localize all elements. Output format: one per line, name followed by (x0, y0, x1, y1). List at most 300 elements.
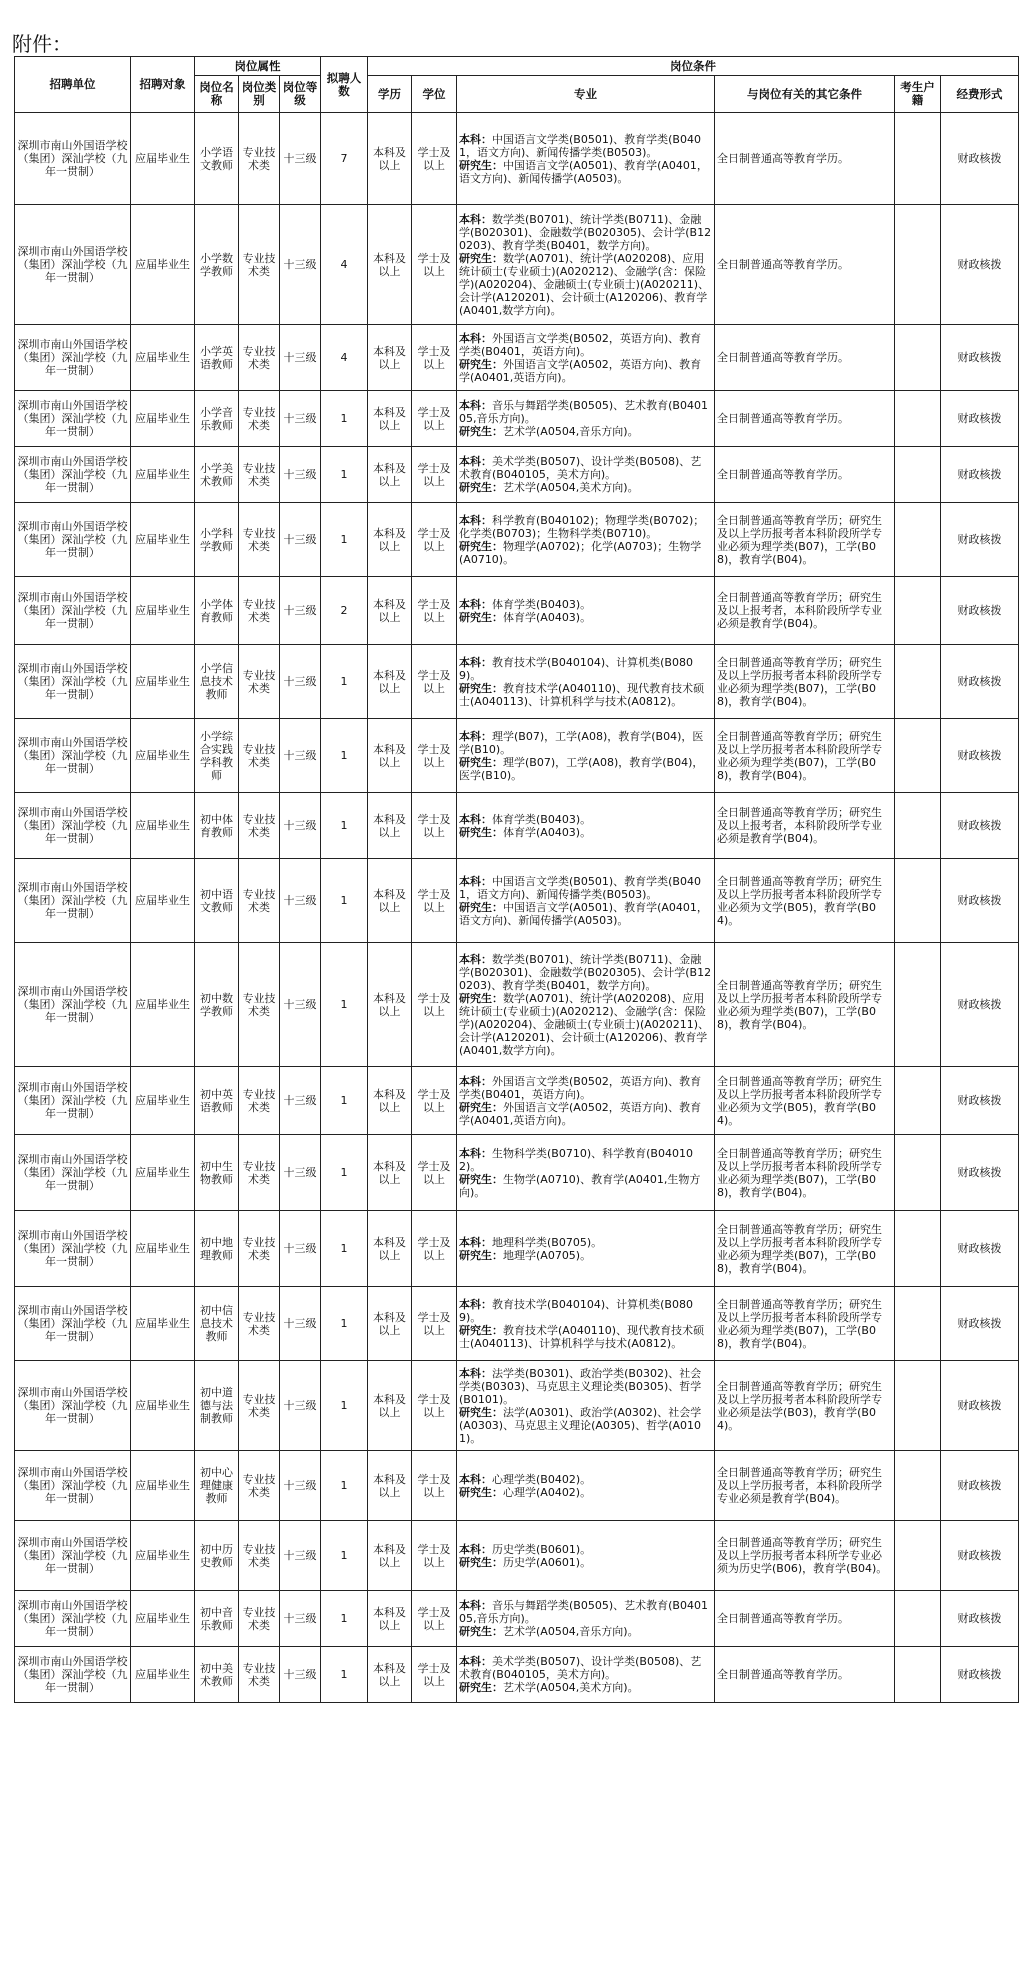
household-cell (895, 719, 941, 793)
post-type-cell: 专业技术类 (239, 859, 280, 943)
target-cell: 应届毕业生 (131, 859, 195, 943)
degree-cell: 学士及以上 (412, 1647, 457, 1703)
post-grade-cell: 十三级 (280, 503, 321, 577)
household-cell (895, 1135, 941, 1211)
major-cell (457, 1135, 715, 1211)
household-cell (895, 1591, 941, 1647)
count-cell: 1 (321, 943, 368, 1067)
education-cell: 本科及以上 (368, 719, 412, 793)
household-cell (895, 391, 941, 447)
post-grade-cell: 十三级 (280, 1287, 321, 1361)
postgrad-label: 研究生： (459, 1405, 503, 1419)
unit-cell: 深圳市南山外国语学校（集团）深汕学校（九年一贯制） (15, 1521, 131, 1591)
degree-cell: 学士及以上 (412, 719, 457, 793)
table-row (15, 1135, 1019, 1211)
household-cell (895, 113, 941, 205)
degree-cell: 学士及以上 (412, 391, 457, 447)
undergrad-label: 本科： (459, 399, 492, 412)
header-unit: 招聘单位 (15, 57, 131, 113)
target-cell: 应届毕业生 (131, 943, 195, 1067)
post-type-cell: 专业技术类 (239, 1067, 280, 1135)
header-post-grade: 岗位等级 (280, 76, 321, 113)
major-cell (457, 1361, 715, 1451)
table-body (15, 113, 1019, 1703)
post-type-cell: 专业技术类 (239, 1521, 280, 1591)
unit-cell: 深圳市南山外国语学校（集团）深汕学校（九年一贯制） (15, 1451, 131, 1521)
other-conditions-cell: 全日制普通高等教育学历。 (715, 1647, 895, 1703)
count-cell: 1 (321, 1067, 368, 1135)
post-grade-cell: 十三级 (280, 1591, 321, 1647)
postgrad-majors: 地理学(A0705)。 (503, 1248, 592, 1262)
funding-cell: 财政核拨 (941, 859, 1019, 943)
degree-cell: 学士及以上 (412, 205, 457, 325)
postgrad-label: 研究生： (459, 539, 503, 553)
postgrad-majors: 数学(A0701)、统计学(A020208)、应用统计硕士(专业硕士)(A020212)、金融学(含：保险学)(A020204)、金融硕士(专业硕士)(A020211)、会计学(A120201)、会计硕士(A120206)、教育学(A0401,数学方向)。 (459, 251, 710, 317)
household-cell (895, 325, 941, 391)
other-conditions-cell: 全日制普通高等教育学历；研究生及以上学历报考者本科阶段所学专业必须为理学类(B07)，工学(B08)，教育学(B04)。 (715, 1135, 895, 1211)
other-conditions-cell: 全日制普通高等教育学历。 (715, 205, 895, 325)
major-cell (457, 943, 715, 1067)
table-row (15, 1067, 1019, 1135)
unit-cell: 深圳市南山外国语学校（集团）深汕学校（九年一贯制） (15, 719, 131, 793)
funding-cell: 财政核拨 (941, 1287, 1019, 1361)
undergrad-majors: 音乐与舞蹈学类(B0505)、艺术教育(B040105,音乐方向)。 (459, 399, 708, 425)
post-grade-cell: 十三级 (280, 391, 321, 447)
postgrad-majors: 教育技术学(A040110)、现代教育技术硕士(A040113)、计算机科学与技术(A0812)。 (459, 681, 705, 708)
major-cell (457, 1067, 715, 1135)
postgrad-label: 研究生： (459, 755, 503, 769)
degree-cell: 学士及以上 (412, 943, 457, 1067)
table-row (15, 943, 1019, 1067)
education-cell: 本科及以上 (368, 1647, 412, 1703)
undergrad-majors: 心理学类(B0402)。 (492, 1472, 592, 1486)
postgrad-majors: 生物学(A0710)、教育学(A0401,生物方向)。 (459, 1172, 701, 1199)
major-cell (457, 719, 715, 793)
target-cell: 应届毕业生 (131, 1287, 195, 1361)
funding-cell: 财政核拨 (941, 391, 1019, 447)
post-grade-cell: 十三级 (280, 943, 321, 1067)
post-type-cell: 专业技术类 (239, 1591, 280, 1647)
postgrad-label: 研究生： (459, 900, 503, 914)
undergrad-majors: 教育技术学(B040104)、计算机类(B0809)。 (459, 1297, 693, 1324)
postgrad-label: 研究生： (459, 1485, 503, 1499)
table-row (15, 1591, 1019, 1647)
unit-cell: 深圳市南山外国语学校（集团）深汕学校（九年一贯制） (15, 391, 131, 447)
header-target: 招聘对象 (131, 57, 195, 113)
undergrad-label: 本科： (459, 597, 492, 611)
education-cell: 本科及以上 (368, 1211, 412, 1287)
postgrad-majors: 物理学(A0702)；化学(A0703)；生物学(A0710)。 (459, 539, 702, 566)
undergrad-label: 本科： (459, 729, 492, 743)
post-type-cell: 专业技术类 (239, 325, 280, 391)
post-type-cell: 专业技术类 (239, 1287, 280, 1361)
header-degree: 学位 (412, 76, 457, 113)
post-type-cell: 专业技术类 (239, 391, 280, 447)
table-row (15, 859, 1019, 943)
major-cell (457, 793, 715, 859)
count-cell: 1 (321, 1361, 368, 1451)
postgrad-label: 研究生： (459, 251, 503, 265)
other-conditions-cell: 全日制普通高等教育学历；研究生及以上学历报考者，本科阶段所学专业必须是教育学(B04)。 (715, 1451, 895, 1521)
postgrad-label: 研究生： (459, 1681, 503, 1694)
post-grade-cell: 十三级 (280, 577, 321, 645)
target-cell: 应届毕业生 (131, 1067, 195, 1135)
unit-cell: 深圳市南山外国语学校（集团）深汕学校（九年一贯制） (15, 503, 131, 577)
household-cell (895, 503, 941, 577)
postgrad-label: 研究生： (459, 1248, 503, 1262)
degree-cell: 学士及以上 (412, 447, 457, 503)
target-cell: 应届毕业生 (131, 1521, 195, 1591)
postgrad-label: 研究生： (459, 1172, 503, 1186)
unit-cell: 深圳市南山外国语学校（集团）深汕学校（九年一贯制） (15, 1361, 131, 1451)
postgrad-majors: 外国语言文学(A0502，英语方向)、教育学(A0401,英语方向)。 (459, 357, 702, 384)
unit-cell: 深圳市南山外国语学校（集团）深汕学校（九年一贯制） (15, 1591, 131, 1647)
post-name-cell: 初中道德与法制教师 (195, 1361, 239, 1451)
unit-cell: 深圳市南山外国语学校（集团）深汕学校（九年一贯制） (15, 325, 131, 391)
count-cell: 2 (321, 577, 368, 645)
table-row (15, 645, 1019, 719)
postgrad-label: 研究生： (459, 158, 503, 172)
other-conditions-cell: 全日制普通高等教育学历。 (715, 113, 895, 205)
major-cell (457, 1451, 715, 1521)
count-cell: 1 (321, 1211, 368, 1287)
post-type-cell: 专业技术类 (239, 577, 280, 645)
education-cell: 本科及以上 (368, 1067, 412, 1135)
funding-cell: 财政核拨 (941, 1211, 1019, 1287)
unit-cell: 深圳市南山外国语学校（集团）深汕学校（九年一贯制） (15, 645, 131, 719)
postgrad-label: 研究生： (459, 681, 503, 695)
post-grade-cell: 十三级 (280, 1647, 321, 1703)
household-cell (895, 447, 941, 503)
table-row (15, 1521, 1019, 1591)
unit-cell: 深圳市南山外国语学校（集团）深汕学校（九年一贯制） (15, 113, 131, 205)
post-grade-cell: 十三级 (280, 719, 321, 793)
degree-cell: 学士及以上 (412, 859, 457, 943)
post-name-cell: 小学美术教师 (195, 447, 239, 503)
major-cell (457, 205, 715, 325)
undergrad-majors: 外国语言文学类(B0502，英语方向)、教育学类(B0401，英语方向)。 (459, 1074, 702, 1101)
table-row (15, 391, 1019, 447)
major-cell (457, 859, 715, 943)
education-cell: 本科及以上 (368, 645, 412, 719)
target-cell: 应届毕业生 (131, 391, 195, 447)
funding-cell: 财政核拨 (941, 503, 1019, 577)
funding-cell: 财政核拨 (941, 1591, 1019, 1647)
major-cell (457, 1287, 715, 1361)
post-name-cell: 初中英语教师 (195, 1067, 239, 1135)
other-conditions-cell: 全日制普通高等教育学历；研究生及以上学历报考者本科阶段所学专业必须为理学类(B07)，工学(B08)，教育学(B04)。 (715, 943, 895, 1067)
education-cell: 本科及以上 (368, 1361, 412, 1451)
other-conditions-cell: 全日制普通高等教育学历。 (715, 1591, 895, 1647)
postgrad-label: 研究生： (459, 1555, 503, 1569)
target-cell: 应届毕业生 (131, 719, 195, 793)
count-cell: 1 (321, 1521, 368, 1591)
funding-cell: 财政核拨 (941, 1135, 1019, 1211)
undergrad-label: 本科： (459, 331, 492, 345)
table-row (15, 1451, 1019, 1521)
household-cell (895, 205, 941, 325)
postgrad-label: 研究生： (459, 425, 503, 438)
recruitment-table (14, 56, 1019, 1703)
funding-cell: 财政核拨 (941, 1067, 1019, 1135)
postgrad-label: 研究生： (459, 357, 503, 371)
undergrad-majors: 法学类(B0301)、政治学类(B0302)、社会学类(B0303)、马克思主义理论类(B0305)、哲学(B0101)。 (459, 1366, 702, 1406)
post-name-cell: 初中美术教师 (195, 1647, 239, 1703)
table-row (15, 205, 1019, 325)
degree-cell: 学士及以上 (412, 503, 457, 577)
post-name-cell: 初中音乐教师 (195, 1591, 239, 1647)
education-cell: 本科及以上 (368, 1287, 412, 1361)
target-cell: 应届毕业生 (131, 113, 195, 205)
count-cell: 1 (321, 859, 368, 943)
other-conditions-cell: 全日制普通高等教育学历；研究生及以上学历报考者本科阶段所学专业必须为理学类(B07)，工学(B08)，教育学(B04)。 (715, 719, 895, 793)
degree-cell: 学士及以上 (412, 1521, 457, 1591)
postgrad-label: 研究生： (459, 610, 503, 624)
undergrad-majors: 地理科学类(B0705)。 (492, 1235, 603, 1249)
major-cell (457, 447, 715, 503)
post-grade-cell: 十三级 (280, 859, 321, 943)
undergrad-label: 本科： (459, 1074, 492, 1088)
table-row (15, 577, 1019, 645)
degree-cell: 学士及以上 (412, 325, 457, 391)
unit-cell: 深圳市南山外国语学校（集团）深汕学校（九年一贯制） (15, 793, 131, 859)
post-name-cell: 小学英语教师 (195, 325, 239, 391)
degree-cell: 学士及以上 (412, 113, 457, 205)
undergrad-majors: 数学类(B0701)、统计学类(B0711)、金融学(B020301)、金融数学(B020305)、会计学(B120203)、教育学类(B0401，数学方向)。 (459, 212, 712, 252)
attachment-label: 附件： (12, 32, 72, 56)
target-cell: 应届毕业生 (131, 325, 195, 391)
count-cell: 4 (321, 205, 368, 325)
postgrad-label: 研究生： (459, 481, 503, 494)
postgrad-majors: 艺术学(A0504,音乐方向)。 (503, 1625, 639, 1638)
target-cell: 应届毕业生 (131, 577, 195, 645)
major-cell (457, 1521, 715, 1591)
undergrad-majors: 科学教育(B040102)；物理学类(B0702)；化学类(B0703)；生物科学类(B0710)。 (459, 513, 705, 540)
target-cell: 应届毕业生 (131, 1451, 195, 1521)
post-type-cell: 专业技术类 (239, 1135, 280, 1211)
household-cell (895, 943, 941, 1067)
undergrad-majors: 中国语言文学类(B0501)、教育学类(B0401，语文方向)、新闻传播学类(B0503)。 (459, 874, 701, 901)
target-cell: 应届毕业生 (131, 1591, 195, 1647)
postgrad-majors: 体育学(A0403)。 (503, 825, 592, 839)
undergrad-majors: 美术学类(B0507)、设计学类(B0508)、艺术教育(B040105，美术方向)。 (459, 455, 702, 481)
post-type-cell: 专业技术类 (239, 205, 280, 325)
post-name-cell: 初中数学教师 (195, 943, 239, 1067)
household-cell (895, 1521, 941, 1591)
header-count: 拟聘人数 (321, 57, 368, 113)
major-cell (457, 113, 715, 205)
post-name-cell: 初中体育教师 (195, 793, 239, 859)
header-other: 与岗位有关的其它条件 (715, 76, 895, 113)
postgrad-majors: 艺术学(A0504,音乐方向)。 (503, 425, 639, 438)
post-type-cell: 专业技术类 (239, 1451, 280, 1521)
post-grade-cell: 十三级 (280, 1135, 321, 1211)
post-type-cell: 专业技术类 (239, 1647, 280, 1703)
other-conditions-cell: 全日制普通高等教育学历；研究生及以上学历报考者本科阶段所学专业必须为理学类(B07)，工学(B08)，教育学(B04)。 (715, 1287, 895, 1361)
post-type-cell: 专业技术类 (239, 503, 280, 577)
count-cell: 1 (321, 1591, 368, 1647)
target-cell: 应届毕业生 (131, 205, 195, 325)
education-cell: 本科及以上 (368, 1521, 412, 1591)
post-name-cell: 初中历史教师 (195, 1521, 239, 1591)
post-type-cell: 专业技术类 (239, 719, 280, 793)
other-conditions-cell: 全日制普通高等教育学历；研究生及以上学历报考者本科阶段所学专业必须为理学类(B07)，工学(B08)，教育学(B04)。 (715, 1211, 895, 1287)
header-funding: 经费形式 (941, 76, 1019, 113)
other-conditions-cell: 全日制普通高等教育学历；研究生及以上报考者，本科阶段所学专业必须是教育学(B04)。 (715, 793, 895, 859)
target-cell: 应届毕业生 (131, 503, 195, 577)
undergrad-majors: 理学(B07)，工学(A08)，教育学(B04)，医学(B10)。 (459, 729, 704, 756)
undergrad-majors: 中国语言文学类(B0501)、教育学类(B0401，语文方向)、新闻传播学类(B0503)。 (459, 132, 701, 159)
table-row (15, 1211, 1019, 1287)
unit-cell: 深圳市南山外国语学校（集团）深汕学校（九年一贯制） (15, 1135, 131, 1211)
header-post-name: 岗位名称 (195, 76, 239, 113)
household-cell (895, 1211, 941, 1287)
unit-cell: 深圳市南山外国语学校（集团）深汕学校（九年一贯制） (15, 1067, 131, 1135)
funding-cell: 财政核拨 (941, 943, 1019, 1067)
undergrad-label: 本科： (459, 1297, 492, 1311)
unit-cell: 深圳市南山外国语学校（集团）深汕学校（九年一贯制） (15, 1287, 131, 1361)
postgrad-majors: 心理学(A0402)。 (503, 1485, 592, 1499)
post-name-cell: 初中心理健康教师 (195, 1451, 239, 1521)
unit-cell: 深圳市南山外国语学校（集团）深汕学校（九年一贯制） (15, 577, 131, 645)
table-row (15, 113, 1019, 205)
funding-cell: 财政核拨 (941, 1361, 1019, 1451)
table-row (15, 793, 1019, 859)
major-cell (457, 503, 715, 577)
other-conditions-cell: 全日制普通高等教育学历；研究生及以上学历报考者本科阶段所学专业必须为文学(B05)，教育学(B04)。 (715, 1067, 895, 1135)
undergrad-label: 本科： (459, 455, 492, 468)
undergrad-label: 本科： (459, 874, 492, 888)
other-conditions-cell: 全日制普通高等教育学历。 (715, 325, 895, 391)
header-household: 考生户籍 (895, 76, 941, 113)
undergrad-label: 本科： (459, 1599, 492, 1612)
post-grade-cell: 十三级 (280, 1361, 321, 1451)
education-cell: 本科及以上 (368, 205, 412, 325)
funding-cell: 财政核拨 (941, 1647, 1019, 1703)
header-major: 专业 (457, 76, 715, 113)
degree-cell: 学士及以上 (412, 1135, 457, 1211)
post-name-cell: 小学综合实践学科教师 (195, 719, 239, 793)
post-grade-cell: 十三级 (280, 113, 321, 205)
undergrad-label: 本科： (459, 655, 492, 669)
undergrad-majors: 生物科学类(B0710)、科学教育(B040102)。 (459, 1146, 693, 1173)
unit-cell: 深圳市南山外国语学校（集团）深汕学校（九年一贯制） (15, 943, 131, 1067)
other-conditions-cell: 全日制普通高等教育学历；研究生及以上学历报考者本科所学专业必须为历史学(B06)，教育学(B04)。 (715, 1521, 895, 1591)
household-cell (895, 859, 941, 943)
major-cell (457, 391, 715, 447)
major-cell (457, 577, 715, 645)
post-name-cell: 初中语文教师 (195, 859, 239, 943)
post-grade-cell: 十三级 (280, 1211, 321, 1287)
table-row (15, 325, 1019, 391)
other-conditions-cell: 全日制普通高等教育学历；研究生及以上报考者，本科阶段所学专业必须是教育学(B04)。 (715, 577, 895, 645)
postgrad-majors: 中国语言文学(A0501)、教育学(A0401，语文方向)、新闻传播学(A0503)。 (459, 158, 708, 185)
postgrad-label: 研究生： (459, 1625, 503, 1638)
post-name-cell: 初中信息技术教师 (195, 1287, 239, 1361)
target-cell: 应届毕业生 (131, 645, 195, 719)
other-conditions-cell: 全日制普通高等教育学历；研究生及以上学历报考者本科阶段所学专业必须是法学(B03)，教育学(B04)。 (715, 1361, 895, 1451)
post-grade-cell: 十三级 (280, 793, 321, 859)
target-cell: 应届毕业生 (131, 1647, 195, 1703)
education-cell: 本科及以上 (368, 1591, 412, 1647)
header-post-type: 岗位类别 (239, 76, 280, 113)
education-cell: 本科及以上 (368, 1135, 412, 1211)
header-post-attr: 岗位属性 (195, 57, 321, 76)
post-type-cell: 专业技术类 (239, 1361, 280, 1451)
funding-cell: 财政核拨 (941, 325, 1019, 391)
count-cell: 7 (321, 113, 368, 205)
funding-cell: 财政核拨 (941, 1521, 1019, 1591)
undergrad-majors: 体育学类(B0403)。 (492, 812, 592, 826)
count-cell: 1 (321, 1451, 368, 1521)
education-cell: 本科及以上 (368, 113, 412, 205)
undergrad-majors: 教育技术学(B040104)、计算机类(B0809)。 (459, 655, 693, 682)
postgrad-majors: 艺术学(A0504,美术方向)。 (503, 1681, 639, 1694)
degree-cell: 学士及以上 (412, 1451, 457, 1521)
undergrad-label: 本科： (459, 952, 492, 966)
post-type-cell: 专业技术类 (239, 645, 280, 719)
post-name-cell: 小学数学教师 (195, 205, 239, 325)
education-cell: 本科及以上 (368, 1451, 412, 1521)
header-conditions: 岗位条件 (368, 57, 1019, 76)
target-cell: 应届毕业生 (131, 1211, 195, 1287)
post-name-cell: 小学科学教师 (195, 503, 239, 577)
undergrad-label: 本科： (459, 1655, 492, 1668)
count-cell: 1 (321, 1135, 368, 1211)
undergrad-label: 本科： (459, 812, 492, 826)
unit-cell: 深圳市南山外国语学校（集团）深汕学校（九年一贯制） (15, 1647, 131, 1703)
post-type-cell: 专业技术类 (239, 447, 280, 503)
degree-cell: 学士及以上 (412, 1211, 457, 1287)
count-cell: 1 (321, 447, 368, 503)
other-conditions-cell: 全日制普通高等教育学历。 (715, 391, 895, 447)
unit-cell: 深圳市南山外国语学校（集团）深汕学校（九年一贯制） (15, 859, 131, 943)
header-education: 学历 (368, 76, 412, 113)
post-name-cell: 小学体育教师 (195, 577, 239, 645)
table-row (15, 1361, 1019, 1451)
undergrad-majors: 外国语言文学类(B0502，英语方向)、教育学类(B0401，英语方向)。 (459, 331, 702, 358)
table-row (15, 719, 1019, 793)
education-cell: 本科及以上 (368, 391, 412, 447)
post-grade-cell: 十三级 (280, 325, 321, 391)
education-cell: 本科及以上 (368, 793, 412, 859)
household-cell (895, 1361, 941, 1451)
undergrad-majors: 数学类(B0701)、统计学类(B0711)、金融学(B020301)、金融数学(B020305)、会计学(B120203)、教育学类(B0401，数学方向)。 (459, 952, 712, 992)
household-cell (895, 793, 941, 859)
count-cell: 1 (321, 645, 368, 719)
undergrad-label: 本科： (459, 513, 492, 527)
unit-cell: 深圳市南山外国语学校（集团）深汕学校（九年一贯制） (15, 447, 131, 503)
education-cell: 本科及以上 (368, 859, 412, 943)
undergrad-label: 本科： (459, 1366, 492, 1380)
household-cell (895, 1451, 941, 1521)
funding-cell: 财政核拨 (941, 205, 1019, 325)
post-type-cell: 专业技术类 (239, 1211, 280, 1287)
household-cell (895, 1067, 941, 1135)
table-row (15, 1647, 1019, 1703)
post-name-cell: 小学音乐教师 (195, 391, 239, 447)
postgrad-label: 研究生： (459, 1100, 503, 1114)
count-cell: 1 (321, 719, 368, 793)
undergrad-majors: 音乐与舞蹈学类(B0505)、艺术教育(B040105,音乐方向)。 (459, 1599, 708, 1625)
household-cell (895, 1287, 941, 1361)
undergrad-label: 本科： (459, 1235, 492, 1249)
count-cell: 1 (321, 1647, 368, 1703)
count-cell: 1 (321, 503, 368, 577)
postgrad-majors: 理学(B07)，工学(A08)，教育学(B04)，医学(B10)。 (459, 755, 704, 782)
table-row (15, 447, 1019, 503)
major-cell (457, 325, 715, 391)
